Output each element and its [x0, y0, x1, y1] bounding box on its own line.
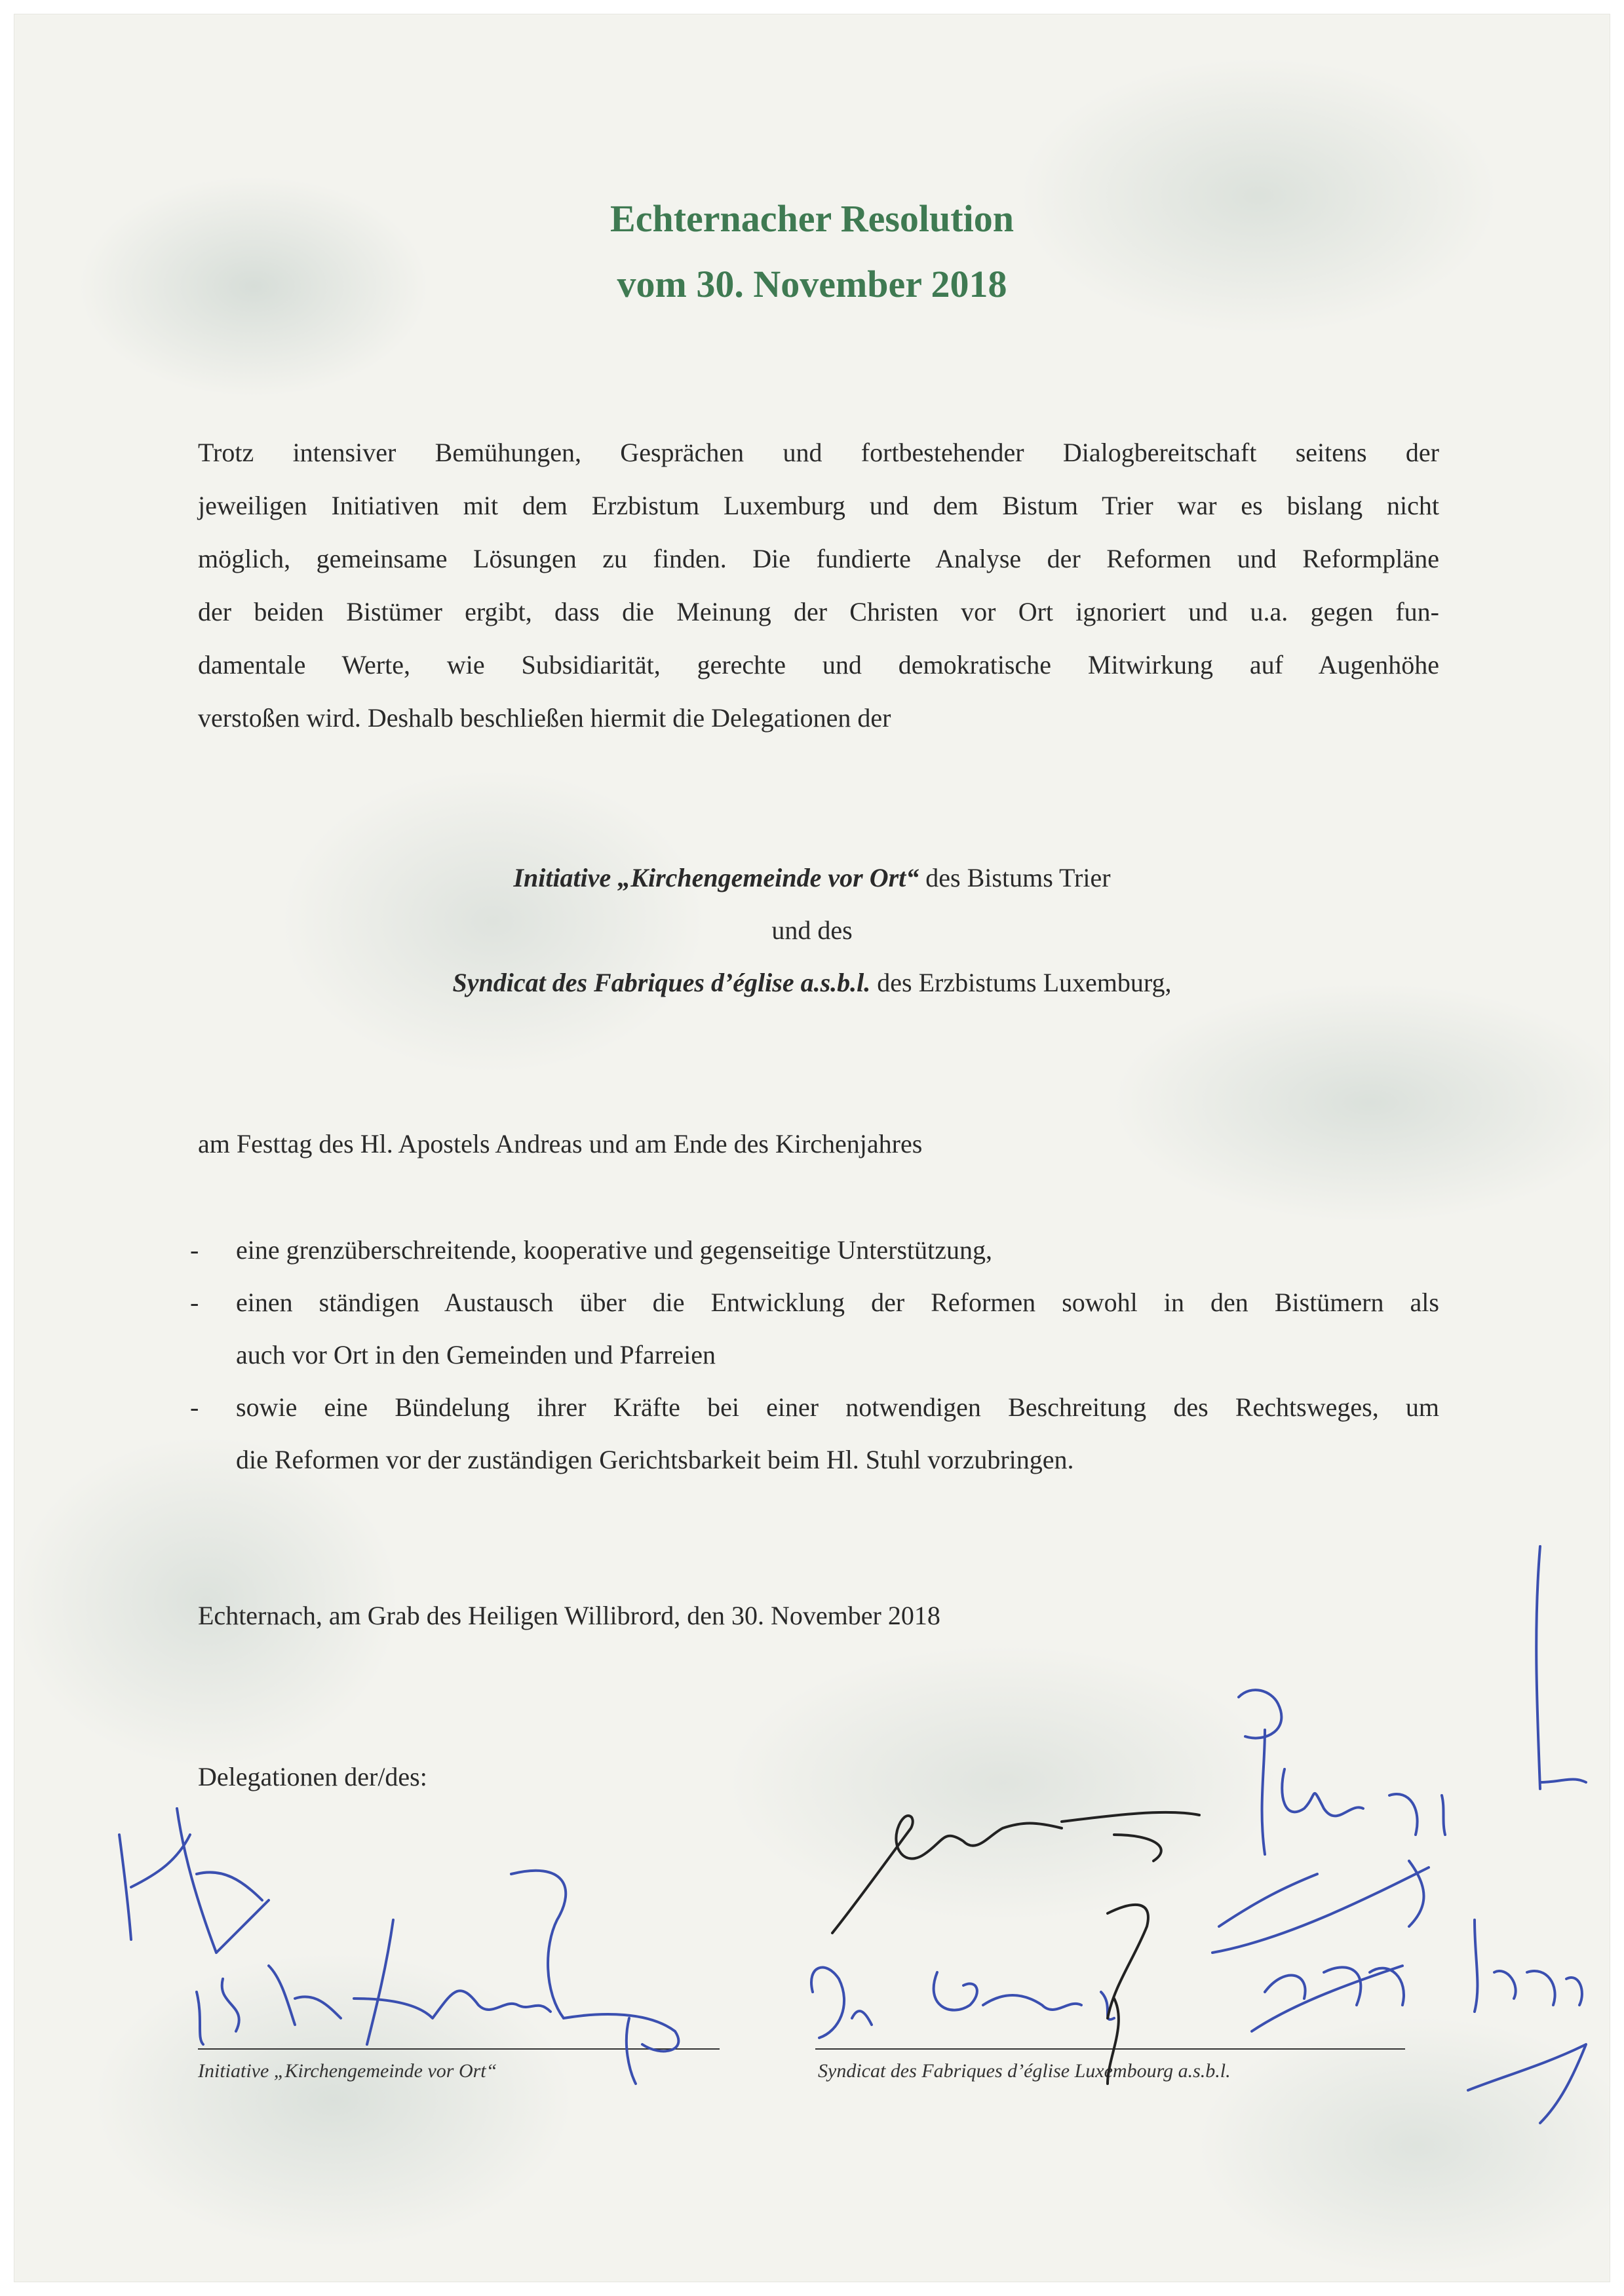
signature-right-3 [1212, 1861, 1429, 1953]
list-item-text: einen ständigen Austausch über die Entwicklung der Reformen sowohl in den Bistümern als [236, 1288, 1439, 1317]
intro-line: jeweiligen Initiativen mit dem Erzbistum Luxemburg und dem Bistum Trier war es bislang nicht [198, 491, 1439, 520]
signature-right-1 [1239, 1690, 1445, 1854]
signature-left-3 [354, 1871, 678, 2084]
syndicat-name: Syndicat des Fabriques d’église a.s.b.l. [452, 968, 871, 997]
signature-right-4 [1252, 1966, 1404, 2031]
signature-right-5 [1475, 1920, 1582, 2012]
list-item-text: die Reformen vor der zuständigen Gerichtsbarkeit beim Hl. Stuhl vorzubringen. [236, 1445, 1074, 1474]
occasion-line: am Festtag des Hl. Apostels Andreas und am Ende des Kirchenjahres [198, 1129, 923, 1158]
list-item-text: sowie eine Bündelung ihrer Kräfte bei einer notwendigen Beschreitung des Rechtsweges, um [236, 1392, 1439, 1422]
intro-line: der beiden Bistümer ergibt, dass die Meinung der Christen vor Ort ignoriert und u.a. gegen fun- [198, 597, 1439, 626]
signature-left-2 [197, 1966, 341, 2044]
signature-right-2 [1536, 1546, 1586, 1789]
list-dash: - [190, 1392, 199, 1422]
delegations-label: Delegationen der/des: [198, 1762, 427, 1791]
signature-right-8 [934, 1972, 1114, 2019]
intro-line: damentale Werte, wie Subsidiarität, gerechte und demokratische Mitwirkung auf Augenhöhe [198, 650, 1439, 679]
place-date-line: Echternach, am Grab des Heiligen Willibrord, den 30. November 2018 [198, 1601, 940, 1630]
initiative-suffix: des Bistums Trier [919, 863, 1111, 892]
list-item-text: eine grenzüberschreitende, kooperative und gegenseitige Unterstützung, [236, 1235, 993, 1265]
document-title: Echternacher Resolution [610, 197, 1014, 240]
document-date-title: vom 30. November 2018 [617, 263, 1007, 305]
signature-left-1 [119, 1808, 269, 1953]
initiative-name: Initiative „Kirchengemeinde vor Ort“ [513, 863, 919, 892]
list-dash: - [190, 1235, 199, 1265]
intro-line: verstoßen wird. Deshalb beschließen hiermit die Delegationen der [198, 703, 891, 733]
syndicat-suffix: des Erzbistums Luxemburg, [870, 968, 1172, 997]
signature-right-6 [1468, 2044, 1586, 2123]
intro-line: Trotz intensiver Bemühungen, Gesprächen und fortbestehender Dialogbereitschaft seitens der [198, 438, 1439, 467]
signature-caption-left: Initiative „Kirchengemeinde vor Ort“ [198, 2060, 497, 2082]
signature-right-black [832, 1812, 1199, 2084]
list-item-text: auch vor Ort in den Gemeinden und Pfarreien [236, 1340, 716, 1369]
list-dash: - [190, 1288, 199, 1317]
signature-caption-right: Syndicat des Fabriques d’église Luxembourg a.s.b.l. [818, 2060, 1231, 2082]
party-connector: und des [771, 915, 853, 945]
signature-right-7 [811, 1968, 872, 2038]
intro-line: möglich, gemeinsame Lösungen zu finden. Die fundierte Analyse der Reformen und Reformpläne [198, 544, 1439, 573]
